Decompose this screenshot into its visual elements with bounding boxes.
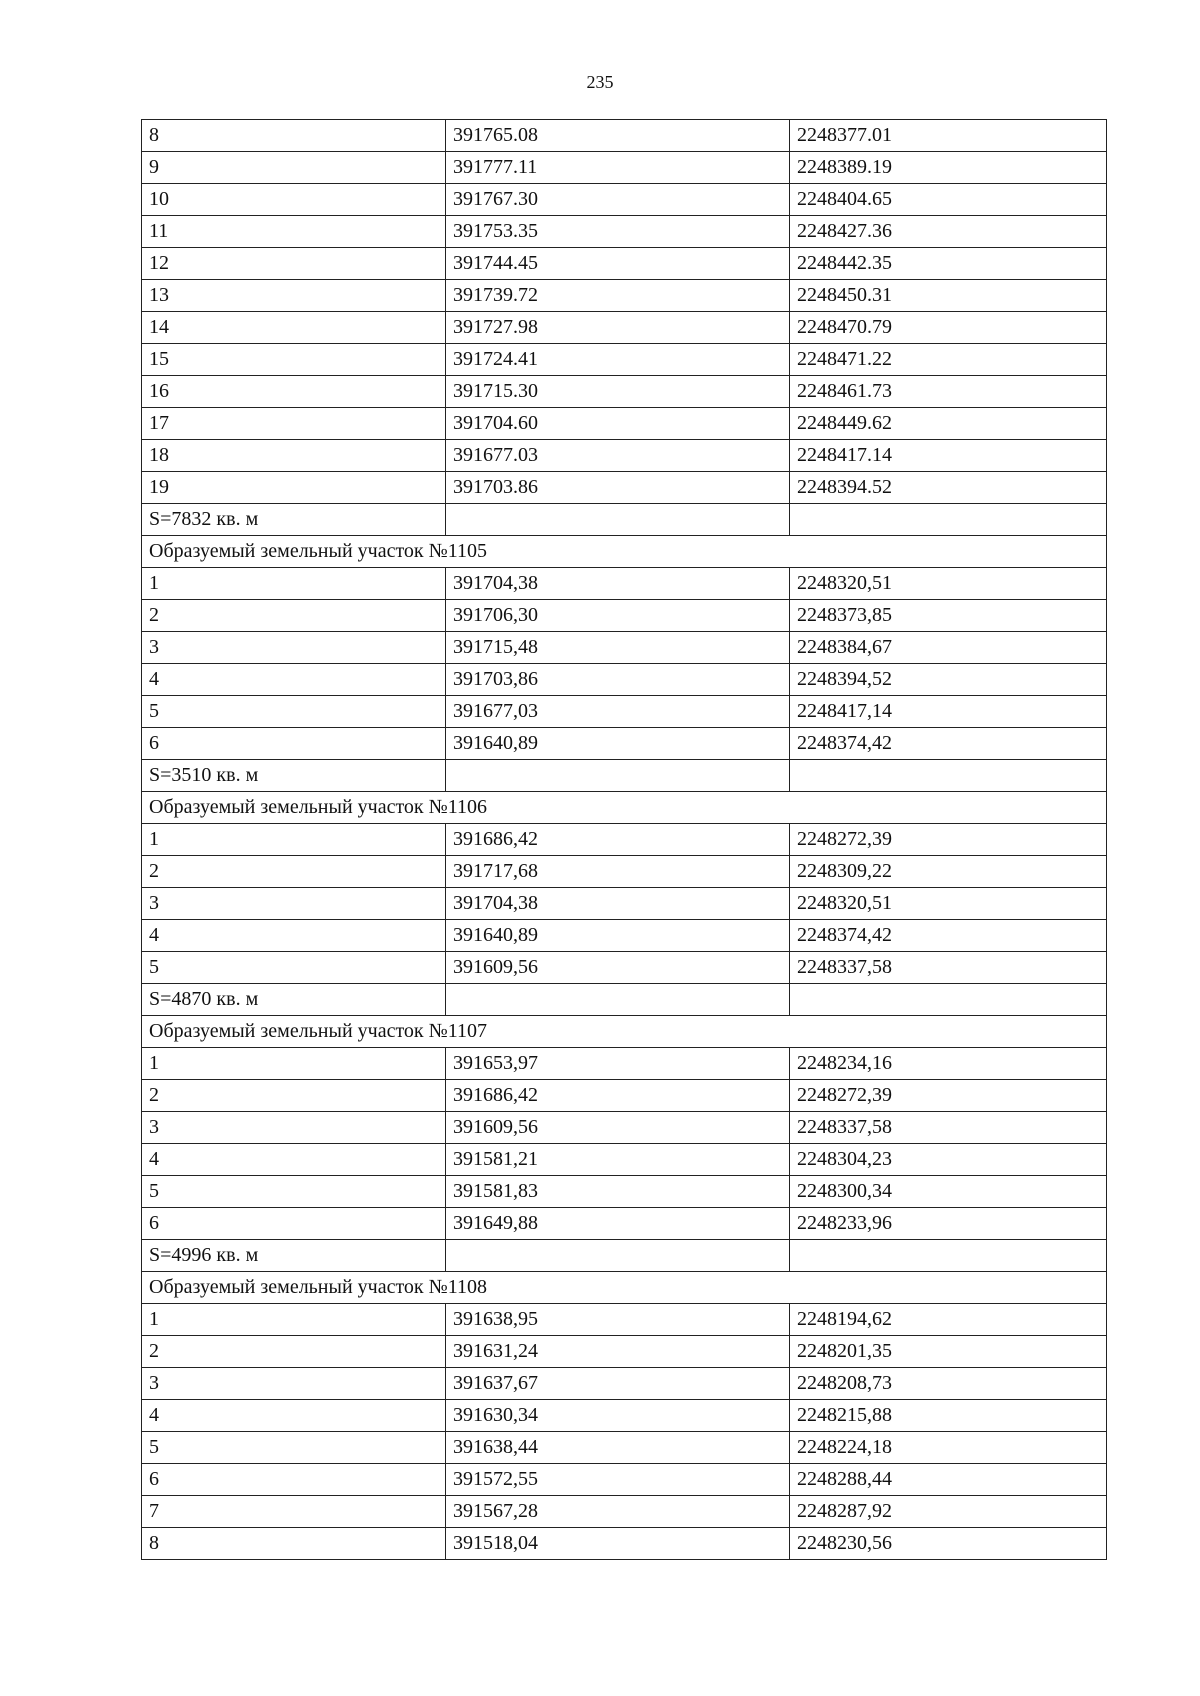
y-coordinate-cell: 2248449.62 — [790, 408, 1107, 440]
table-row — [142, 1496, 1107, 1528]
table-row — [142, 280, 1107, 312]
y-coordinate-cell: 2248374,42 — [790, 920, 1107, 952]
x-coordinate-cell: 391686,42 — [446, 1080, 790, 1112]
point-number-cell: 6 — [142, 1208, 446, 1240]
x-coordinate-cell: 391704.60 — [446, 408, 790, 440]
y-coordinate-cell: 2248337,58 — [790, 1112, 1107, 1144]
point-number-cell: 4 — [142, 920, 446, 952]
x-coordinate-cell: 391630,34 — [446, 1400, 790, 1432]
page-number: 235 — [586, 72, 614, 92]
table-row — [142, 216, 1107, 248]
y-coordinate-cell: 2248384,67 — [790, 632, 1107, 664]
point-number-cell: 10 — [142, 184, 446, 216]
y-coordinate-cell: 2248377.01 — [790, 120, 1107, 152]
table-row — [142, 728, 1107, 760]
y-coordinate-cell: 2248194,62 — [790, 1304, 1107, 1336]
x-coordinate-cell: 391765.08 — [446, 120, 790, 152]
area-cell: S=3510 кв. м — [142, 760, 446, 792]
parcel-header-cell: Образуемый земельный участок №1106 — [142, 792, 1107, 824]
point-number-cell: 5 — [142, 1176, 446, 1208]
point-number-cell: 2 — [142, 856, 446, 888]
x-coordinate-cell: 391677,03 — [446, 696, 790, 728]
point-number-cell: 2 — [142, 1336, 446, 1368]
x-coordinate-cell: 391715,48 — [446, 632, 790, 664]
table-row — [142, 1336, 1107, 1368]
empty-cell — [446, 760, 790, 792]
point-number-cell: 2 — [142, 600, 446, 632]
point-number-cell: 4 — [142, 664, 446, 696]
point-number-cell: 6 — [142, 728, 446, 760]
table-row — [142, 1432, 1107, 1464]
x-coordinate-cell: 391677.03 — [446, 440, 790, 472]
y-coordinate-cell: 2248201,35 — [790, 1336, 1107, 1368]
point-number-cell: 3 — [142, 632, 446, 664]
table-row — [142, 600, 1107, 632]
table-row — [142, 568, 1107, 600]
x-coordinate-cell: 391567,28 — [446, 1496, 790, 1528]
point-number-cell: 1 — [142, 1048, 446, 1080]
point-number-cell: 12 — [142, 248, 446, 280]
y-coordinate-cell: 2248272,39 — [790, 1080, 1107, 1112]
table-row — [142, 1528, 1107, 1560]
table-row — [142, 248, 1107, 280]
point-number-cell: 9 — [142, 152, 446, 184]
area-row — [142, 1240, 1107, 1272]
y-coordinate-cell: 2248320,51 — [790, 568, 1107, 600]
table-row — [142, 152, 1107, 184]
x-coordinate-cell: 391631,24 — [446, 1336, 790, 1368]
table-row — [142, 1368, 1107, 1400]
table-row — [142, 632, 1107, 664]
point-number-cell: 1 — [142, 1304, 446, 1336]
point-number-cell: 4 — [142, 1400, 446, 1432]
x-coordinate-cell: 391727.98 — [446, 312, 790, 344]
point-number-cell: 16 — [142, 376, 446, 408]
table-row — [142, 312, 1107, 344]
empty-cell — [446, 1240, 790, 1272]
y-coordinate-cell: 2248215,88 — [790, 1400, 1107, 1432]
x-coordinate-cell: 391753.35 — [446, 216, 790, 248]
x-coordinate-cell: 391777.11 — [446, 152, 790, 184]
x-coordinate-cell: 391581,21 — [446, 1144, 790, 1176]
point-number-cell: 5 — [142, 696, 446, 728]
point-number-cell: 7 — [142, 1496, 446, 1528]
point-number-cell: 19 — [142, 472, 446, 504]
area-cell: S=4996 кв. м — [142, 1240, 446, 1272]
point-number-cell: 1 — [142, 568, 446, 600]
empty-cell — [446, 504, 790, 536]
area-row — [142, 760, 1107, 792]
table-row — [142, 344, 1107, 376]
x-coordinate-cell: 391609,56 — [446, 952, 790, 984]
x-coordinate-cell: 391703.86 — [446, 472, 790, 504]
x-coordinate-cell: 391638,95 — [446, 1304, 790, 1336]
x-coordinate-cell: 391704,38 — [446, 888, 790, 920]
x-coordinate-cell: 391706,30 — [446, 600, 790, 632]
y-coordinate-cell: 2248287,92 — [790, 1496, 1107, 1528]
x-coordinate-cell: 391518,04 — [446, 1528, 790, 1560]
table-row — [142, 120, 1107, 152]
y-coordinate-cell: 2248309,22 — [790, 856, 1107, 888]
parcel-header-row — [142, 1272, 1107, 1304]
point-number-cell: 3 — [142, 888, 446, 920]
table-row — [142, 696, 1107, 728]
parcel-header-row — [142, 536, 1107, 568]
parcel-header-cell: Образуемый земельный участок №1107 — [142, 1016, 1107, 1048]
point-number-cell: 3 — [142, 1368, 446, 1400]
y-coordinate-cell: 2248404.65 — [790, 184, 1107, 216]
x-coordinate-cell: 391744.45 — [446, 248, 790, 280]
x-coordinate-cell: 391704,38 — [446, 568, 790, 600]
table-row — [142, 1208, 1107, 1240]
empty-cell — [790, 760, 1107, 792]
x-coordinate-cell: 391637,67 — [446, 1368, 790, 1400]
y-coordinate-cell: 2248288,44 — [790, 1464, 1107, 1496]
x-coordinate-cell: 391767.30 — [446, 184, 790, 216]
y-coordinate-cell: 2248417.14 — [790, 440, 1107, 472]
parcel-header-cell: Образуемый земельный участок №1105 — [142, 536, 1107, 568]
table-row — [142, 1144, 1107, 1176]
x-coordinate-cell: 391703,86 — [446, 664, 790, 696]
parcel-header-cell: Образуемый земельный участок №1108 — [142, 1272, 1107, 1304]
y-coordinate-cell: 2248208,73 — [790, 1368, 1107, 1400]
table-row — [142, 1464, 1107, 1496]
y-coordinate-cell: 2248233,96 — [790, 1208, 1107, 1240]
y-coordinate-cell: 2248224,18 — [790, 1432, 1107, 1464]
y-coordinate-cell: 2248471.22 — [790, 344, 1107, 376]
table-row — [142, 472, 1107, 504]
y-coordinate-cell: 2248304,23 — [790, 1144, 1107, 1176]
y-coordinate-cell: 2248450.31 — [790, 280, 1107, 312]
area-row — [142, 984, 1107, 1016]
x-coordinate-cell: 391640,89 — [446, 920, 790, 952]
table-row — [142, 888, 1107, 920]
table-row — [142, 856, 1107, 888]
empty-cell — [790, 984, 1107, 1016]
y-coordinate-cell: 2248417,14 — [790, 696, 1107, 728]
point-number-cell: 15 — [142, 344, 446, 376]
table-row — [142, 920, 1107, 952]
point-number-cell: 5 — [142, 952, 446, 984]
parcel-header-row — [142, 792, 1107, 824]
y-coordinate-cell: 2248389.19 — [790, 152, 1107, 184]
x-coordinate-cell: 391649,88 — [446, 1208, 790, 1240]
point-number-cell: 3 — [142, 1112, 446, 1144]
point-number-cell: 1 — [142, 824, 446, 856]
x-coordinate-cell: 391609,56 — [446, 1112, 790, 1144]
y-coordinate-cell: 2248394,52 — [790, 664, 1107, 696]
point-number-cell: 4 — [142, 1144, 446, 1176]
table-row — [142, 1304, 1107, 1336]
table-row — [142, 376, 1107, 408]
point-number-cell: 17 — [142, 408, 446, 440]
y-coordinate-cell: 2248300,34 — [790, 1176, 1107, 1208]
y-coordinate-cell: 2248470.79 — [790, 312, 1107, 344]
y-coordinate-cell: 2248394.52 — [790, 472, 1107, 504]
point-number-cell: 13 — [142, 280, 446, 312]
empty-cell — [790, 1240, 1107, 1272]
y-coordinate-cell: 2248461.73 — [790, 376, 1107, 408]
table-row — [142, 408, 1107, 440]
table-row — [142, 824, 1107, 856]
coordinates-table-body — [142, 120, 1107, 1560]
x-coordinate-cell: 391581,83 — [446, 1176, 790, 1208]
point-number-cell: 11 — [142, 216, 446, 248]
table-row — [142, 1112, 1107, 1144]
table-row — [142, 664, 1107, 696]
x-coordinate-cell: 391686,42 — [446, 824, 790, 856]
table-row — [142, 952, 1107, 984]
point-number-cell: 18 — [142, 440, 446, 472]
empty-cell — [446, 984, 790, 1016]
y-coordinate-cell: 2248442.35 — [790, 248, 1107, 280]
y-coordinate-cell: 2248320,51 — [790, 888, 1107, 920]
table-row — [142, 184, 1107, 216]
y-coordinate-cell: 2248337,58 — [790, 952, 1107, 984]
x-coordinate-cell: 391653,97 — [446, 1048, 790, 1080]
empty-cell — [790, 504, 1107, 536]
area-cell: S=7832 кв. м — [142, 504, 446, 536]
table-row — [142, 1048, 1107, 1080]
point-number-cell: 14 — [142, 312, 446, 344]
point-number-cell: 6 — [142, 1464, 446, 1496]
y-coordinate-cell: 2248427.36 — [790, 216, 1107, 248]
x-coordinate-cell: 391640,89 — [446, 728, 790, 760]
coordinates-table — [141, 119, 1107, 1560]
x-coordinate-cell: 391717,68 — [446, 856, 790, 888]
table-row — [142, 1400, 1107, 1432]
area-cell: S=4870 кв. м — [142, 984, 446, 1016]
area-row — [142, 504, 1107, 536]
table-row — [142, 1176, 1107, 1208]
y-coordinate-cell: 2248272,39 — [790, 824, 1107, 856]
point-number-cell: 2 — [142, 1080, 446, 1112]
x-coordinate-cell: 391638,44 — [446, 1432, 790, 1464]
x-coordinate-cell: 391715.30 — [446, 376, 790, 408]
y-coordinate-cell: 2248373,85 — [790, 600, 1107, 632]
x-coordinate-cell: 391572,55 — [446, 1464, 790, 1496]
y-coordinate-cell: 2248230,56 — [790, 1528, 1107, 1560]
table-row — [142, 440, 1107, 472]
parcel-header-row — [142, 1016, 1107, 1048]
y-coordinate-cell: 2248234,16 — [790, 1048, 1107, 1080]
point-number-cell: 8 — [142, 120, 446, 152]
point-number-cell: 5 — [142, 1432, 446, 1464]
y-coordinate-cell: 2248374,42 — [790, 728, 1107, 760]
x-coordinate-cell: 391724.41 — [446, 344, 790, 376]
table-row — [142, 1080, 1107, 1112]
point-number-cell: 8 — [142, 1528, 446, 1560]
x-coordinate-cell: 391739.72 — [446, 280, 790, 312]
